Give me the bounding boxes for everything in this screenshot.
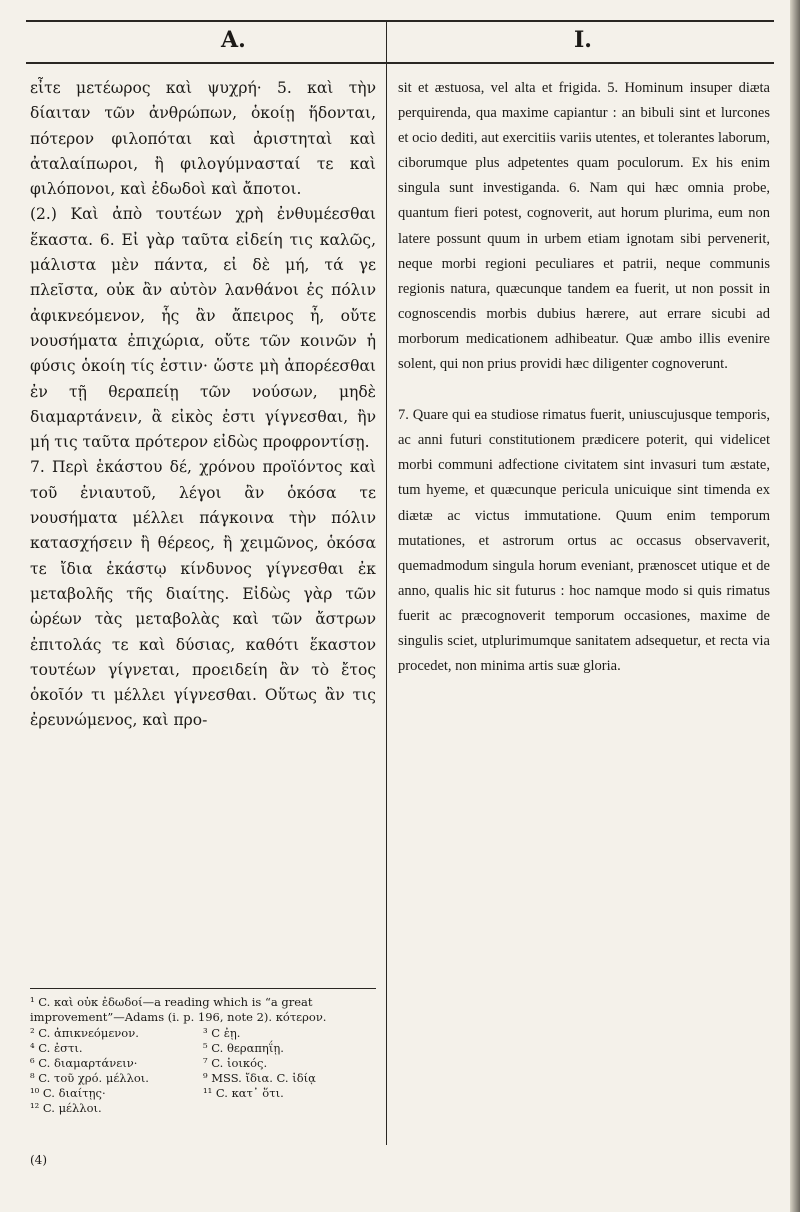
footnote: ⁸ C. τοῦ χρό. μέλλοι.: [30, 1071, 149, 1085]
footnote: ¹ C. καὶ οὐκ ἐδωδοί—a reading which is “a great improvement”—Adams (i. p. 196, note 2). κότερον.: [30, 995, 327, 1024]
greek-paragraph: εἶτε μετέωρος καὶ ψυχρή· 5. καὶ τὴν δίαιταν τῶν ἀνθρώπων, ὁκοίῃ ἥδονται, πότερον φιλοπόται καὶ ἀριστηταὶ καὶ ἀταλαίπωροι, ἢ φιλογύμνασταί τε καὶ φιλόπονοι, καὶ ἐδωδοὶ καὶ ἄποτοι.: [30, 79, 376, 199]
footnote: ⁷ C. ἰοικός.: [203, 1056, 268, 1070]
footnote: ⁹ MSS. ἴδια. C. ἰδίᾳ: [203, 1071, 316, 1085]
footnote: ¹⁰ C. διαίτῃς·: [30, 1086, 106, 1100]
footnote: ⁴ C. ἐστι.: [30, 1041, 83, 1055]
footnote: [203, 1101, 376, 1116]
greek-column: [30, 76, 376, 734]
footnote: ⁵ C. θεραπηΐῃ.: [203, 1041, 284, 1055]
greek-paragraph: (2.) Καὶ ἀπὸ τουτέων χρὴ ἐνθυμέεσθαι ἕκαστα. 6. Εἰ γὰρ ταῦτα εἰδείη τις καλῶς, μάλιστα μὲν πάντα, εἰ δὲ μή, τά γε πλεῖστα, οὐκ ἂν αὐτὸν λανθάνοι ἐς πόλιν ἀφικνεόμενον, ἧς ἂν ἄπειρος ἦ, οὔτε νουσήματα ἐπιχώρια, οὔτε τῶν κοινῶν ἡ φύσις ὁκοίη τίς ἐστιν· ὥστε μὴ ἀπορέεσθαι ἐν τῇ θεραπείῃ τῶν νούσων, μηδὲ διαμαρτάνειν, ἃ εἰκὸς ἐστι γίγνεσθαι, ἢν μή τις ταῦτα πρότερον εἰδὼς προφροντίσῃ.: [30, 205, 376, 452]
footnote: ³ C ἐῃ.: [203, 1026, 241, 1040]
latin-paragraph: sit et æstuosa, vel alta et frigida. 5. Hominum insuper diæta perquirenda, qua maxime capiantur : an bibuli sint et lurcones et ocio dediti, aut exercitiis variis utentes, et tolerantes laborum, ciborumque plus adpetentes quam poculorum. Ex his enim singula sunt investiganda. 6. Nam qui hæc omnia probe, quantum fieri potest, cognoverit, aut horum plurima, eum non latere possunt quum in urbem etiam ignotam sibi pervenerit, neque morbi regioni peculiares et patrii, neque communis regionis natura, quæcunque tandem ea fuerit, ut non possit in cognoscendis morbis dubius hærere, aut errare sicubi ad morborum medicationem adhibeatur. Quæ ambo illis evenire solent, qui non prius providi hæc diligenter cognoverunt.: [398, 80, 770, 373]
footnotes: [30, 988, 376, 1116]
footnote: ² C. ἀπικνεόμενον.: [30, 1026, 139, 1040]
book-page: [26, 20, 774, 1167]
latin-paragraph: 7. Quare qui ea studiose rimatus fuerit, uniuscujusque temporis, ac anni futuri constitutionem prædicere poterit, qui videlicet morbi communi adfectione civitatem sint invasuri tum æstate, tum hyeme, et quæcunque pericula unicuique sint timenda ex diætæ ac victus immutatione. Quum enim temporum mutationes, et astrorum ortus ac occasus observaverit, quemadmodum singula horum eveniant, prænoscet utique et de anno, qualis hic sit futurus : hoc namque modo si quis rimatus fuerit ac præcognoverit temporum occasiones, maxime de singulis sciet, utplurimumque sanitatem adsequetur, et recta via procedet, non minima artis suæ gloria.: [398, 407, 770, 675]
footnote: ¹¹ C. κατ᾽ ὅτι.: [203, 1086, 284, 1100]
header-left-label: A.: [221, 27, 246, 53]
header-right-label: I.: [574, 27, 592, 53]
footnote: ⁶ C. διαμαρτάνειν·: [30, 1056, 138, 1070]
page-header: [26, 20, 774, 64]
column-divider: [386, 20, 387, 1145]
page-number: (4): [30, 1153, 47, 1167]
footnote: ¹² C. μέλλοι.: [30, 1101, 102, 1115]
latin-column: [398, 76, 770, 679]
book-spine-edge: [790, 0, 800, 1212]
greek-paragraph: 7. Περὶ ἑκάστου δέ, χρόνου προϊόντος καὶ τοῦ ἐνιαυτοῦ, λέγοι ἂν ὁκόσα τε νουσήματα μέλλει πάγκοινα τὴν πόλιν κατασχήσειν ἢ θέρεος, ἢ χειμῶνος, ὁκόσα τε ἴδια ἑκάστῳ κίνδυνος γίγνεσθαι ἐκ μεταβολῆς τῆς διαίτης. Εἰδὼς γὰρ τῶν ὡρέων τὰς μεταβολὰς καὶ τῶν ἄστρων ἐπιτολάς τε καὶ δύσιας, καθότι ἕκαστον τουτέων γίγνεται, προειδείη ἂν τὸ ἔτος ὁκοῖόν τι μέλλει γίγνεσθαι. Οὕτως ἂν τις ἐρευνώμενος, καὶ προ-: [30, 458, 376, 730]
